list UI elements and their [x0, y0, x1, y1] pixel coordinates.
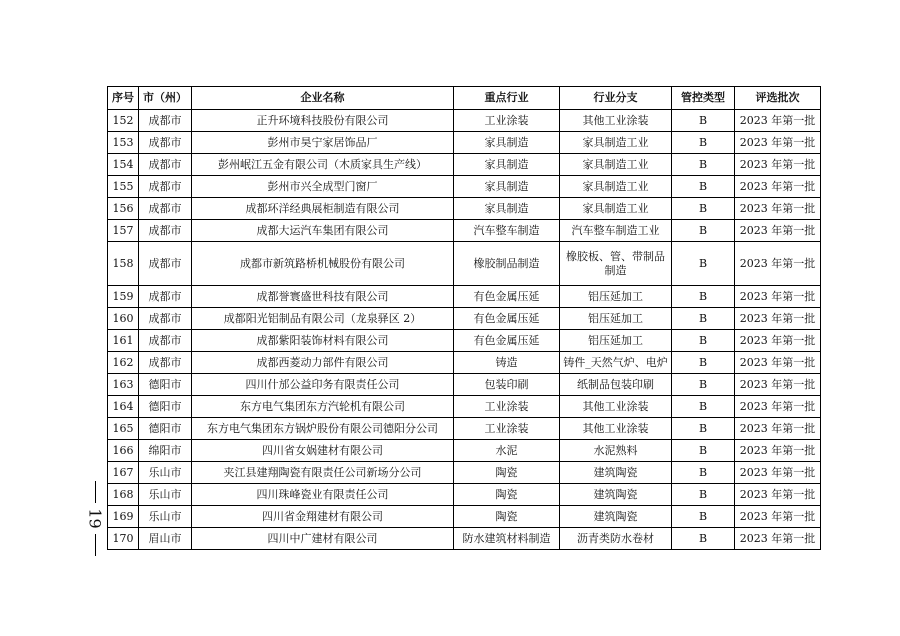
- cell-branch: 纸制品包装印刷: [560, 374, 672, 396]
- table-row: [108, 440, 821, 462]
- cell-industry: 陶瓷: [454, 484, 560, 506]
- cell-company: 成都大运汽车集团有限公司: [192, 220, 454, 242]
- cell-city: 德阳市: [139, 418, 192, 440]
- cell-control-type: B: [672, 418, 735, 440]
- cell-branch: 其他工业涂装: [560, 110, 672, 132]
- table-row: [108, 154, 821, 176]
- cell-serial: 162: [108, 352, 139, 374]
- cell-batch: 2023 年第一批: [735, 352, 821, 374]
- table-row: [108, 308, 821, 330]
- cell-branch: 铸件_天然气炉、电炉: [560, 352, 672, 374]
- cell-city: 成都市: [139, 154, 192, 176]
- header-company: 企业名称: [192, 87, 454, 110]
- page-number-dash-bottom: [95, 534, 96, 556]
- cell-industry: 陶瓷: [454, 462, 560, 484]
- table-row: [108, 330, 821, 352]
- cell-serial: 163: [108, 374, 139, 396]
- cell-branch: 建筑陶瓷: [560, 462, 672, 484]
- cell-city: 成都市: [139, 308, 192, 330]
- cell-branch: 建筑陶瓷: [560, 484, 672, 506]
- header-industry: 重点行业: [454, 87, 560, 110]
- page-number: [80, 468, 110, 568]
- cell-company: 成都阳光铝制品有限公司（龙泉驿区 2）: [192, 308, 454, 330]
- cell-control-type: B: [672, 110, 735, 132]
- cell-control-type: B: [672, 176, 735, 198]
- table-row: [108, 528, 821, 550]
- enterprise-table: [107, 86, 821, 550]
- cell-company: 四川省金翔建材有限公司: [192, 506, 454, 528]
- cell-city: 成都市: [139, 110, 192, 132]
- table-row: [108, 176, 821, 198]
- cell-city: 成都市: [139, 352, 192, 374]
- cell-control-type: B: [672, 440, 735, 462]
- cell-branch-line: 橡胶板、管、带制品: [566, 249, 665, 263]
- cell-serial: 164: [108, 396, 139, 418]
- cell-control-type: B: [672, 242, 735, 286]
- cell-serial: 168: [108, 484, 139, 506]
- cell-control-type: B: [672, 132, 735, 154]
- cell-control-type: B: [672, 374, 735, 396]
- cell-industry: 铸造: [454, 352, 560, 374]
- cell-branch: 铝压延加工: [560, 286, 672, 308]
- cell-city: 乐山市: [139, 462, 192, 484]
- cell-industry: 有色金属压延: [454, 330, 560, 352]
- cell-serial: 154: [108, 154, 139, 176]
- table-row: [108, 132, 821, 154]
- cell-city: 成都市: [139, 330, 192, 352]
- cell-control-type: B: [672, 352, 735, 374]
- cell-serial: 169: [108, 506, 139, 528]
- cell-control-type: B: [672, 330, 735, 352]
- cell-batch: 2023 年第一批: [735, 132, 821, 154]
- cell-industry: 家具制造: [454, 198, 560, 220]
- cell-branch: 铝压延加工: [560, 330, 672, 352]
- cell-batch: 2023 年第一批: [735, 242, 821, 286]
- cell-city: 成都市: [139, 220, 192, 242]
- cell-branch: 汽车整车制造工业: [560, 220, 672, 242]
- cell-control-type: B: [672, 154, 735, 176]
- cell-branch: 家具制造工业: [560, 132, 672, 154]
- cell-company: 东方电气集团东方锅炉股份有限公司德阳分公司: [192, 418, 454, 440]
- cell-serial: 167: [108, 462, 139, 484]
- cell-company: 成都西菱动力部件有限公司: [192, 352, 454, 374]
- cell-company: 成都环洋经典展柜制造有限公司: [192, 198, 454, 220]
- cell-company: 四川珠峰瓷业有限责任公司: [192, 484, 454, 506]
- table-row: [108, 198, 821, 220]
- cell-industry: 家具制造: [454, 176, 560, 198]
- cell-industry: 有色金属压延: [454, 286, 560, 308]
- cell-control-type: B: [672, 198, 735, 220]
- cell-batch: 2023 年第一批: [735, 462, 821, 484]
- cell-city: 眉山市: [139, 528, 192, 550]
- cell-industry: 防水建筑材料制造: [454, 528, 560, 550]
- header-city: 市（州）: [139, 87, 192, 110]
- cell-batch: 2023 年第一批: [735, 506, 821, 528]
- cell-industry: 有色金属压延: [454, 308, 560, 330]
- page-number-text: 19: [85, 507, 105, 529]
- cell-branch: 水泥熟料: [560, 440, 672, 462]
- cell-branch: 铝压延加工: [560, 308, 672, 330]
- cell-serial: 165: [108, 418, 139, 440]
- cell-batch: 2023 年第一批: [735, 154, 821, 176]
- cell-company: 成都市新筑路桥机械股份有限公司: [192, 242, 454, 286]
- table-row: [108, 484, 821, 506]
- cell-industry: 工业涂装: [454, 396, 560, 418]
- cell-branch: 家具制造工业: [560, 198, 672, 220]
- cell-serial: 157: [108, 220, 139, 242]
- cell-control-type: B: [672, 220, 735, 242]
- table-row: [108, 374, 821, 396]
- cell-company: 四川什邡公益印务有限责任公司: [192, 374, 454, 396]
- cell-city: 德阳市: [139, 396, 192, 418]
- cell-branch: 其他工业涂装: [560, 396, 672, 418]
- cell-company: 成都誉寰盛世科技有限公司: [192, 286, 454, 308]
- cell-batch: 2023 年第一批: [735, 418, 821, 440]
- header-batch: 评选批次: [735, 87, 821, 110]
- cell-company: 彭州市昊宁家居饰品厂: [192, 132, 454, 154]
- cell-batch: 2023 年第一批: [735, 374, 821, 396]
- cell-city: 成都市: [139, 198, 192, 220]
- header-row: [108, 87, 821, 110]
- cell-control-type: B: [672, 462, 735, 484]
- table-body: [108, 110, 821, 550]
- cell-serial: 153: [108, 132, 139, 154]
- cell-batch: 2023 年第一批: [735, 198, 821, 220]
- cell-industry: 橡胶制品制造: [454, 242, 560, 286]
- cell-industry: 包装印刷: [454, 374, 560, 396]
- cell-batch: 2023 年第一批: [735, 440, 821, 462]
- table-row: [108, 242, 821, 286]
- cell-company: 夹江县建翔陶瓷有限责任公司新场分公司: [192, 462, 454, 484]
- cell-city: 德阳市: [139, 374, 192, 396]
- cell-branch: [560, 242, 672, 286]
- cell-branch: 沥青类防水卷材: [560, 528, 672, 550]
- cell-batch: 2023 年第一批: [735, 396, 821, 418]
- header-control-type: 管控类型: [672, 87, 735, 110]
- cell-company: 彭州岷江五金有限公司（木质家具生产线）: [192, 154, 454, 176]
- table-header: [108, 87, 821, 110]
- cell-branch: 其他工业涂装: [560, 418, 672, 440]
- page-number-dash-top: [95, 481, 96, 503]
- cell-serial: 156: [108, 198, 139, 220]
- cell-serial: 158: [108, 242, 139, 286]
- cell-control-type: B: [672, 506, 735, 528]
- cell-serial: 166: [108, 440, 139, 462]
- cell-control-type: B: [672, 528, 735, 550]
- cell-batch: 2023 年第一批: [735, 484, 821, 506]
- cell-serial: 152: [108, 110, 139, 132]
- cell-branch: 家具制造工业: [560, 176, 672, 198]
- cell-batch: 2023 年第一批: [735, 528, 821, 550]
- cell-company: 四川中广建材有限公司: [192, 528, 454, 550]
- table-row: [108, 462, 821, 484]
- cell-industry: 工业涂装: [454, 418, 560, 440]
- cell-industry: 水泥: [454, 440, 560, 462]
- cell-city: 成都市: [139, 132, 192, 154]
- header-serial: 序号: [108, 87, 139, 110]
- cell-branch: 建筑陶瓷: [560, 506, 672, 528]
- cell-control-type: B: [672, 396, 735, 418]
- cell-batch: 2023 年第一批: [735, 220, 821, 242]
- cell-serial: 170: [108, 528, 139, 550]
- cell-city: 成都市: [139, 176, 192, 198]
- cell-industry: 家具制造: [454, 154, 560, 176]
- cell-control-type: B: [672, 484, 735, 506]
- cell-company: 成都紫阳装饰材料有限公司: [192, 330, 454, 352]
- table-row: [108, 110, 821, 132]
- cell-serial: 160: [108, 308, 139, 330]
- cell-industry: 家具制造: [454, 132, 560, 154]
- table-row: [108, 396, 821, 418]
- cell-company: 东方电气集团东方汽轮机有限公司: [192, 396, 454, 418]
- cell-branch: 家具制造工业: [560, 154, 672, 176]
- table-row: [108, 418, 821, 440]
- cell-city: 成都市: [139, 286, 192, 308]
- cell-industry: 工业涂装: [454, 110, 560, 132]
- header-branch: 行业分支: [560, 87, 672, 110]
- cell-city: 绵阳市: [139, 440, 192, 462]
- cell-company: 四川省女娲建材有限公司: [192, 440, 454, 462]
- cell-control-type: B: [672, 286, 735, 308]
- cell-city: 成都市: [139, 242, 192, 286]
- cell-batch: 2023 年第一批: [735, 308, 821, 330]
- cell-branch-line: 制造: [604, 263, 627, 277]
- cell-control-type: B: [672, 308, 735, 330]
- cell-batch: 2023 年第一批: [735, 330, 821, 352]
- cell-batch: 2023 年第一批: [735, 176, 821, 198]
- cell-serial: 161: [108, 330, 139, 352]
- cell-industry: 汽车整车制造: [454, 220, 560, 242]
- cell-industry: 陶瓷: [454, 506, 560, 528]
- cell-company: 正升环境科技股份有限公司: [192, 110, 454, 132]
- cell-batch: 2023 年第一批: [735, 110, 821, 132]
- cell-city: 乐山市: [139, 484, 192, 506]
- cell-company: 彭州市兴全成型门窗厂: [192, 176, 454, 198]
- table-row: [108, 506, 821, 528]
- cell-serial: 155: [108, 176, 139, 198]
- table-row: [108, 352, 821, 374]
- cell-city: 乐山市: [139, 506, 192, 528]
- table-row: [108, 286, 821, 308]
- table-row: [108, 220, 821, 242]
- cell-serial: 159: [108, 286, 139, 308]
- cell-batch: 2023 年第一批: [735, 286, 821, 308]
